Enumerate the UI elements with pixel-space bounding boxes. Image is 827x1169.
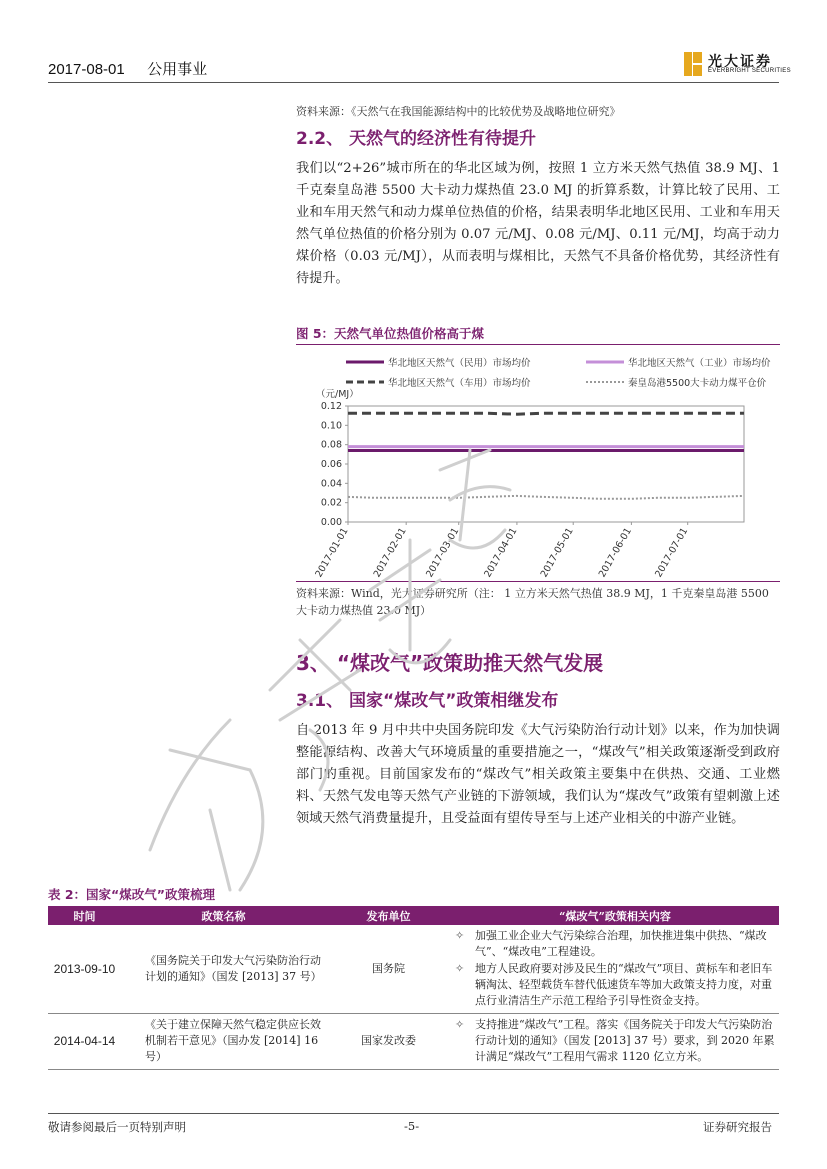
legend-label: 华北地区天然气（车用）市场均价 <box>388 378 531 389</box>
cell-policy-name: 《关于建立保障天然气稳定供应长效机制若干意见》（国办发 [2014] 16 号） <box>121 1013 326 1069</box>
y-tick-label: 0.12 <box>320 401 342 412</box>
paragraph-2-2: 我们以“2+26”城市所在的华北区域为例，按照 1 立方米天然气热值 38.9 MJ、1 千克秦皇岛港 5500 大卡动力煤热值 23.0 MJ 的折算系数，计算比较了民用、工业和车用天然气和动力煤单位热值的价格，结果表明华北地区民用、工业和车用天然气单位热值的价格分别为 0.07 元/MJ、0.08 元/MJ、0.11 元/MJ，均高于动力煤价格（0.03 元/MJ），从而表明与煤相比，天然气不具备价格优势，其经济性有待提升。 <box>296 161 780 286</box>
cell-policy-name: 《国务院关于印发大气污染防治行动计划的通知》（国发 [2013] 37 号） <box>121 925 326 1013</box>
x-tick-label: 2017-01-01 <box>313 526 351 580</box>
figure-source-note: 资料来源：Wind，光大证券研究所（注： 1 立方米天然气热值 38.9 MJ，1 千克秦皇岛港 5500 大卡动力煤热值 23.0 MJ） <box>296 587 769 617</box>
legend-label: 秦皇岛港5500大卡动力煤平仓价 <box>628 378 767 389</box>
page-number: -5- <box>404 1119 420 1133</box>
report-sector: 公用事业 <box>147 61 208 78</box>
table-row <box>48 925 779 1013</box>
cell-content <box>451 925 779 1013</box>
x-tick-label: 2017-02-01 <box>371 526 409 580</box>
x-tick-label: 2017-03-01 <box>424 526 462 580</box>
report-date: 2017-08-01 <box>48 61 125 78</box>
source-note-top: 资料来源：《天然气在我国能源结构中的比较优势及战略地位研究》 <box>296 105 621 118</box>
section-heading-3: 3、 “煤改气”政策助推天然气发展 <box>296 651 604 675</box>
policy-table <box>48 906 779 1070</box>
logo-subtext: EVERBRIGHT SECURITIES <box>708 68 791 74</box>
table-title: 表 2：国家“煤改气”政策梳理 <box>48 887 215 902</box>
y-tick-label: 0.00 <box>320 517 342 528</box>
paragraph-3-1: 自 2013 年 9 月中共中央国务院印发《大气污染防治行动计划》以来，作为加快调整能源结构、改善大气环境质量的重要措施之一，“煤改气”相关政策逐渐受到政府部门的重视。目前国家发布的“煤改气”相关政策主要集中在供热、交通、工业燃料、天然气发电等天然气产业链的下游领域，我们认为“煤改气”政策有望刺激上述领域天然气消费量提升，且受益面有望传导至与上述产业相关的中游产业链。 <box>296 723 780 826</box>
watermark-text: 万得资讯 <box>110 390 114 391</box>
x-tick-label: 2017-04-01 <box>482 526 520 580</box>
list-item <box>455 961 775 1009</box>
cell-issuer: 国务院 <box>326 925 451 1013</box>
figure-bottom-rule <box>296 581 780 582</box>
diamond-bullet-icon: ✧ <box>455 962 465 976</box>
table-header-row <box>48 906 779 925</box>
y-tick-label: 0.06 <box>320 459 342 470</box>
series-line <box>348 413 744 414</box>
figure-top-rule <box>296 344 780 345</box>
bullet-text: 加强工业企业大气污染综合治理，加快推进集中供热、“煤改气”、“煤改电”工程建设。 <box>475 929 767 959</box>
list-item <box>455 928 775 960</box>
y-tick-label: 0.08 <box>320 439 342 451</box>
x-tick-label: 2017-06-01 <box>596 526 634 580</box>
series-line <box>348 496 744 499</box>
section-heading-2-2: 2.2、 天然气的经济性有待提升 <box>296 129 537 149</box>
y-tick-label: 0.02 <box>320 497 342 509</box>
bullet-text: 地方人民政府要对涉及民生的“煤改气”项目、黄标车和老旧车辆淘汰、轻型载货车替代低速货车等加大政策支持力度，对重点行业清洁生产示范工程给予引导性资金支持。 <box>475 962 773 1008</box>
diamond-bullet-icon: ✧ <box>455 1018 465 1031</box>
plot-area <box>348 406 744 522</box>
footer-disclaimer: 敬请参阅最后一页特别声明 <box>48 1120 186 1134</box>
column-header: “煤改气”政策相关内容 <box>451 906 779 925</box>
figure-title: 图 5：天然气单位热值价格高于煤 <box>296 326 485 341</box>
logo-mark-icon <box>684 52 702 76</box>
x-tick-label: 2017-05-01 <box>538 526 576 580</box>
footer-divider <box>48 1113 779 1114</box>
line-chart <box>296 348 780 580</box>
column-header: 政策名称 <box>121 906 326 925</box>
legend-label: 华北地区天然气（民用）市场均价 <box>388 358 531 369</box>
legend-label: 华北地区天然气（工业）市场均价 <box>628 358 771 369</box>
y-axis-label: （元/MJ） <box>316 389 359 400</box>
table-row <box>48 1013 779 1069</box>
header-meta <box>48 58 207 79</box>
bullet-text: 支持推进“煤改气”工程。落实《国务院关于印发大气污染防治行动计划的通知》（国发 [2013] 37 号）要求，到 2020 年累计满足“煤改气”工程用气需求 1120 亿立方米。 <box>475 1018 775 1063</box>
cell-date: 2014-04-14 <box>48 1013 121 1069</box>
list-item <box>455 1017 775 1065</box>
diamond-bullet-icon: ✧ <box>455 929 465 943</box>
cell-content <box>451 1013 779 1069</box>
logo-text: 光大证券 <box>708 54 772 70</box>
y-tick-label: 0.10 <box>320 420 342 432</box>
section-heading-3-1: 3.1、 国家“煤改气”政策相继发布 <box>296 691 559 711</box>
column-header: 发布单位 <box>326 906 451 925</box>
cell-date: 2013-09-10 <box>48 925 121 1013</box>
y-tick-label: 0.04 <box>320 478 342 490</box>
footer-report-type: 证券研究报告 <box>703 1120 772 1134</box>
header-divider <box>48 82 779 83</box>
column-header: 时间 <box>48 906 121 925</box>
x-tick-label: 2017-07-01 <box>653 526 691 580</box>
cell-issuer: 国家发改委 <box>326 1013 451 1069</box>
